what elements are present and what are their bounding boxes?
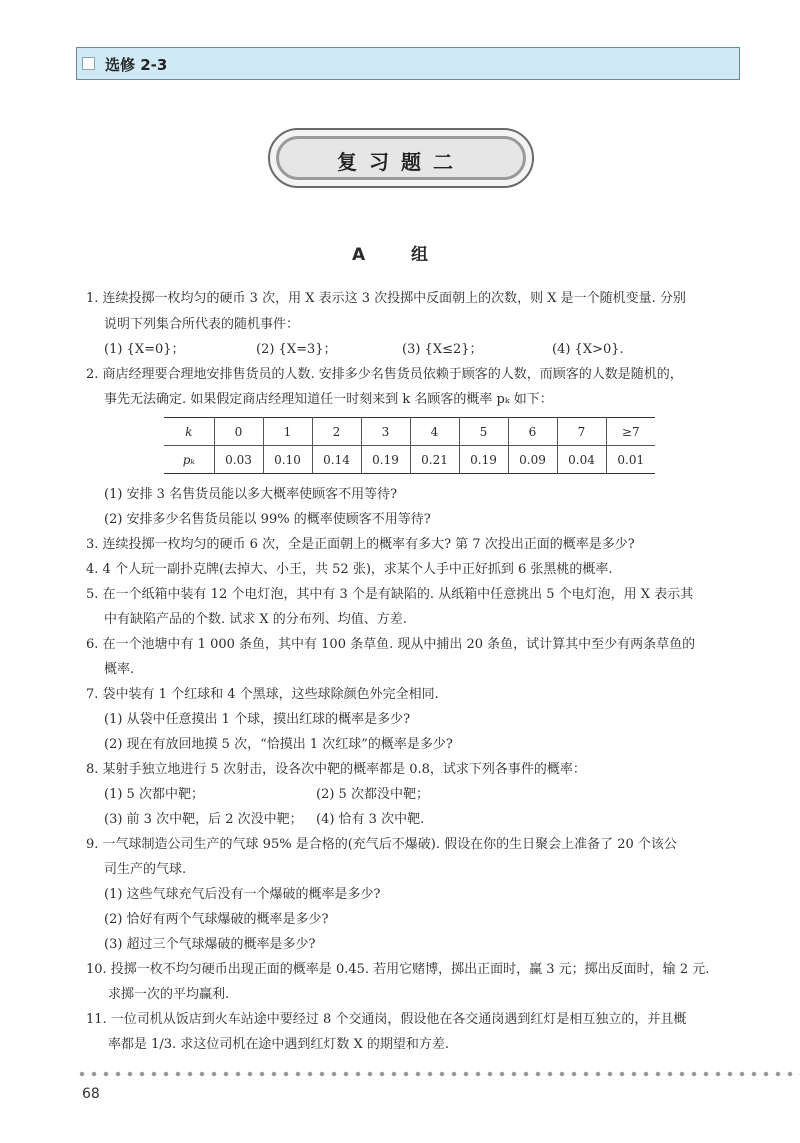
table-cell: 3 (361, 418, 410, 446)
table-cell: 6 (508, 418, 557, 446)
question-4: 4. 4 个人玩一副扑克牌(去掉大、小王，共 52 张)，求某个人手中正好抓到 6 张黑桃的概率. (86, 562, 613, 577)
section-title-frame (268, 128, 534, 188)
question-6-line-1: 6. 在一个池塘中有 1 000 条鱼，其中有 100 条草鱼. 现从中捕出 20 条鱼，试计算其中至少有两条草鱼的 (86, 637, 696, 652)
table-cell: 4 (410, 418, 459, 446)
table-cell: 0.09 (508, 446, 557, 474)
group-title: A 组 (351, 245, 449, 265)
question-5-line-1: 5. 在一个纸箱中装有 12 个电灯泡，其中有 3 个是有缺陷的. 从纸箱中任意挑出 5 个电灯泡，用 X 表示其 (86, 587, 694, 602)
question-9-sub-3: (3) 超过三个气球爆破的概率是多少? (104, 937, 316, 952)
table-cell: 2 (312, 418, 361, 446)
question-8-sub-1: (1) 5 次都中靶； (104, 787, 204, 802)
table-row-label: k (164, 418, 214, 446)
question-1-option-2: (2) {X=3}； (256, 342, 337, 357)
question-8-sub-3: (3) 前 3 次中靶，后 2 次没中靶； (104, 812, 303, 827)
question-6-line-2: 概率. (104, 662, 135, 677)
question-7-sub-1: (1) 从袋中任意摸出 1 个球，摸出红球的概率是多少? (104, 712, 411, 727)
question-10-line-2: 求掷一次的平均赢利. (108, 987, 230, 1002)
question-1-line-2: 说明下列集合所代表的随机事件： (104, 317, 300, 332)
header-square-icon (82, 57, 95, 70)
question-9-line-2: 司生产的气球. (104, 862, 187, 877)
question-8: 8. 某射手独立地进行 5 次射击，设各次中靶的概率都是 0.8，试求下列各事件的概率： (86, 762, 586, 777)
table-cell: 7 (557, 418, 606, 446)
question-2-sub-1: (1) 安排 3 名售货员能以多大概率使顾客不用等待? (104, 487, 398, 502)
question-11-line-2: 率都是 1/3. 求这位司机在途中遇到红灯数 X 的期望和方差. (108, 1037, 449, 1052)
table-cell: 0 (214, 418, 263, 446)
question-8-sub-4: (4) 恰有 3 次中靶. (316, 812, 425, 827)
table-cell: 0.03 (214, 446, 263, 474)
table-row-k (164, 418, 655, 446)
question-2-sub-2: (2) 安排多少名售货员能以 99% 的概率使顾客不用等待? (104, 512, 431, 527)
table-cell: 0.19 (361, 446, 410, 474)
probability-table (164, 417, 655, 474)
table-cell: 0.01 (606, 446, 655, 474)
question-1-option-3: (3) {X≤2}； (402, 342, 483, 357)
table-cell: ≥7 (606, 418, 655, 446)
header-bar (76, 47, 740, 80)
question-9-line-1: 9. 一气球制造公司生产的气球 95% 是合格的(充气后不爆破). 假设在你的生日聚会上准备了 20 个该公 (86, 837, 677, 852)
question-3: 3. 连续投掷一枚均匀的硬币 6 次，全是正面朝上的概率有多大? 第 7 次投出正面的概率是多少? (86, 537, 635, 552)
question-2-line-2: 事先无法确定. 如果假定商店经理知道任一时刻来到 k 名顾客的概率 pₖ 如下： (104, 392, 553, 407)
question-9-sub-1: (1) 这些气球充气后没有一个爆破的概率是多少? (104, 887, 381, 902)
question-8-sub-2: (2) 5 次都没中靶； (316, 787, 429, 802)
question-10-line-1: 10. 投掷一枚不均匀硬币出现正面的概率是 0.45. 若用它赌博，掷出正面时，赢 3 元；掷出反面时，输 2 元. (86, 962, 710, 977)
footer-dotted-rule (76, 1071, 800, 1077)
table-cell: 0.10 (263, 446, 312, 474)
table-cell: 5 (459, 418, 508, 446)
question-5-line-2: 中有缺陷产品的个数. 试求 X 的分布列、均值、方差. (104, 612, 407, 627)
question-2-line-1: 2. 商店经理要合理地安排售货员的人数. 安排多少名售货员依赖于顾客的人数，而顾客的人数是随机的， (86, 367, 683, 382)
question-7-sub-2: (2) 现在有放回地摸 5 次，“恰摸出 1 次红球”的概率是多少? (104, 737, 453, 752)
page-number: 68 (82, 1086, 100, 1102)
section-title: 复习题二 (337, 150, 465, 174)
table-cell: 0.21 (410, 446, 459, 474)
question-11-line-1: 11. 一位司机从饭店到火车站途中要经过 8 个交通岗，假设他在各交通岗遇到红灯是相互独立的，并且概 (86, 1012, 687, 1027)
table-cell: 1 (263, 418, 312, 446)
question-9-sub-2: (2) 恰好有两个气球爆破的概率是多少? (104, 912, 329, 927)
question-1-option-1: (1) {X=0}； (104, 342, 185, 357)
question-1-option-4: (4) {X>0}. (552, 342, 624, 357)
table-cell: 0.19 (459, 446, 508, 474)
table-row-p (164, 446, 655, 474)
section-title-inner (276, 136, 526, 180)
question-1-line-1: 1. 连续投掷一枚均匀的硬币 3 次，用 X 表示这 3 次投掷中反面朝上的次数，则 X 是一个随机变量. 分别 (86, 291, 686, 306)
table-row-label: pₖ (182, 452, 195, 467)
header-label: 选修 2-3 (105, 56, 168, 74)
question-7: 7. 袋中装有 1 个红球和 4 个黑球，这些球除颜色外完全相同. (86, 687, 439, 702)
table-cell: 0.14 (312, 446, 361, 474)
table-cell: 0.04 (557, 446, 606, 474)
